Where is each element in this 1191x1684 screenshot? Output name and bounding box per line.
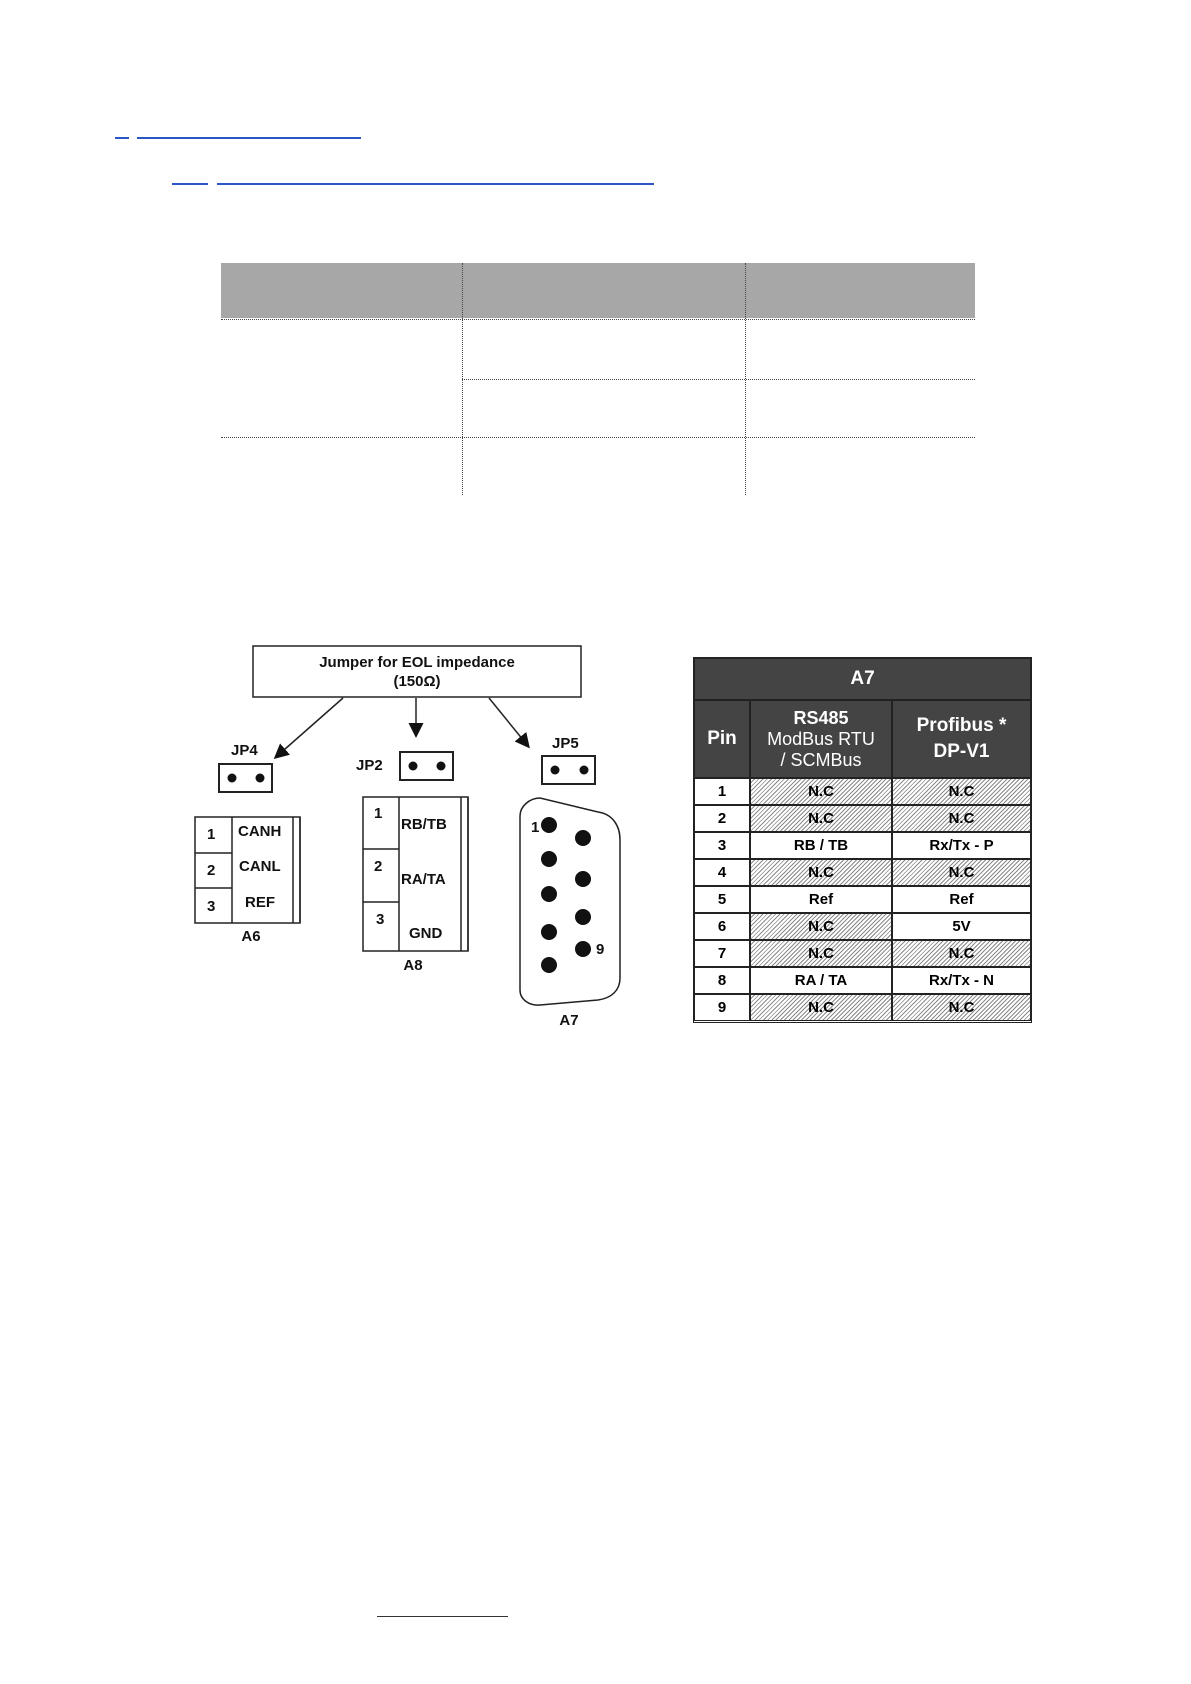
rs485-cell: N.C	[749, 914, 893, 939]
pin-table-title: A7	[695, 659, 1030, 701]
profibus-cell: N.C	[893, 806, 1030, 831]
table-row	[695, 887, 1030, 914]
a8-label-rbtb: RB/TB	[401, 816, 447, 833]
pin-number: 9	[717, 999, 727, 1016]
header-profibus-line2: DP-V1	[933, 741, 990, 762]
rs485-cell: RB / TB	[749, 833, 893, 858]
pin-table-body	[695, 779, 1030, 1020]
a7-pin-last: 9	[596, 941, 605, 958]
pin-number: 5	[717, 891, 727, 908]
rs485-cell: N.C	[749, 860, 893, 885]
profibus-cell: N.C	[893, 779, 1030, 804]
a6-pin-1: 1	[207, 826, 216, 843]
pin-number: 8	[717, 972, 727, 989]
header-pin: Pin	[707, 728, 737, 749]
profibus-cell: Rx/Tx - P	[929, 837, 994, 854]
a6-label-canh: CANH	[238, 823, 282, 840]
arrow-jp5	[489, 698, 528, 746]
pin-number: 6	[717, 918, 727, 935]
jp5-label: JP5	[552, 735, 579, 752]
table-row	[695, 995, 1030, 1020]
table-row	[695, 833, 1030, 860]
rs485-cell: N.C	[749, 779, 893, 804]
a8-terminal	[363, 797, 468, 974]
a8-pin-3: 3	[376, 911, 385, 928]
a6-name: A6	[241, 928, 261, 945]
pin-number: 3	[717, 837, 727, 854]
header-profibus	[893, 701, 1030, 777]
rs485-cell: N.C	[749, 806, 893, 831]
a8-label-gnd: GND	[409, 925, 443, 942]
a6-label-canl: CANL	[239, 858, 281, 875]
pin-number: 7	[717, 945, 727, 962]
eol-callout-line2: (150Ω)	[393, 673, 441, 690]
eol-callout-line1: Jumper for EOL impedance	[319, 654, 515, 671]
profibus-cell: Rx/Tx - N	[928, 972, 994, 989]
a6-pin-2: 2	[207, 862, 216, 879]
table-row	[695, 779, 1030, 806]
rs485-cell: Ref	[749, 887, 893, 912]
profibus-cell: N.C	[893, 995, 1030, 1020]
table-row	[695, 860, 1030, 887]
header-rs485-line3: / SCMBus	[780, 749, 862, 770]
rs485-cell: N.C	[749, 995, 893, 1020]
pin-number: 1	[717, 783, 727, 800]
rs485-cell: RA / TA	[749, 968, 893, 993]
profibus-cell: N.C	[893, 860, 1030, 885]
a6-terminal	[195, 817, 300, 945]
profibus-cell: N.C	[893, 941, 1030, 966]
profibus-cell: Ref	[949, 891, 974, 908]
pin-table-header	[695, 701, 1030, 779]
arrow-jp4	[276, 698, 343, 757]
header-rs485-line2: ModBus RTU	[767, 728, 875, 749]
pin-number: 4	[717, 864, 727, 881]
header-rs485-line1: RS485	[793, 707, 849, 728]
header-profibus-line1: Profibus *	[916, 715, 1007, 736]
table-row	[695, 968, 1030, 995]
rs485-cell: N.C	[749, 941, 893, 966]
a8-pin-1: 1	[374, 805, 383, 822]
a7-name: A7	[559, 1012, 579, 1029]
a7-pin-table	[693, 657, 1032, 1023]
jp4-label: JP4	[231, 742, 258, 759]
table-row	[695, 806, 1030, 833]
a7-db9-connector	[520, 798, 620, 1029]
footer-link[interactable]	[377, 1616, 508, 1617]
a8-name: A8	[403, 957, 423, 974]
table-row	[695, 914, 1030, 941]
header-rs485	[749, 701, 893, 777]
a6-pin-3: 3	[207, 898, 216, 915]
jp2-label: JP2	[356, 757, 383, 774]
a7-pin-first: 1	[531, 819, 540, 836]
profibus-cell: 5V	[952, 918, 971, 935]
a8-label-rata: RA/TA	[401, 871, 446, 888]
table-row	[695, 941, 1030, 968]
pin-number: 2	[717, 810, 727, 827]
a8-pin-2: 2	[374, 858, 383, 875]
a6-label-ref: REF	[245, 894, 275, 911]
